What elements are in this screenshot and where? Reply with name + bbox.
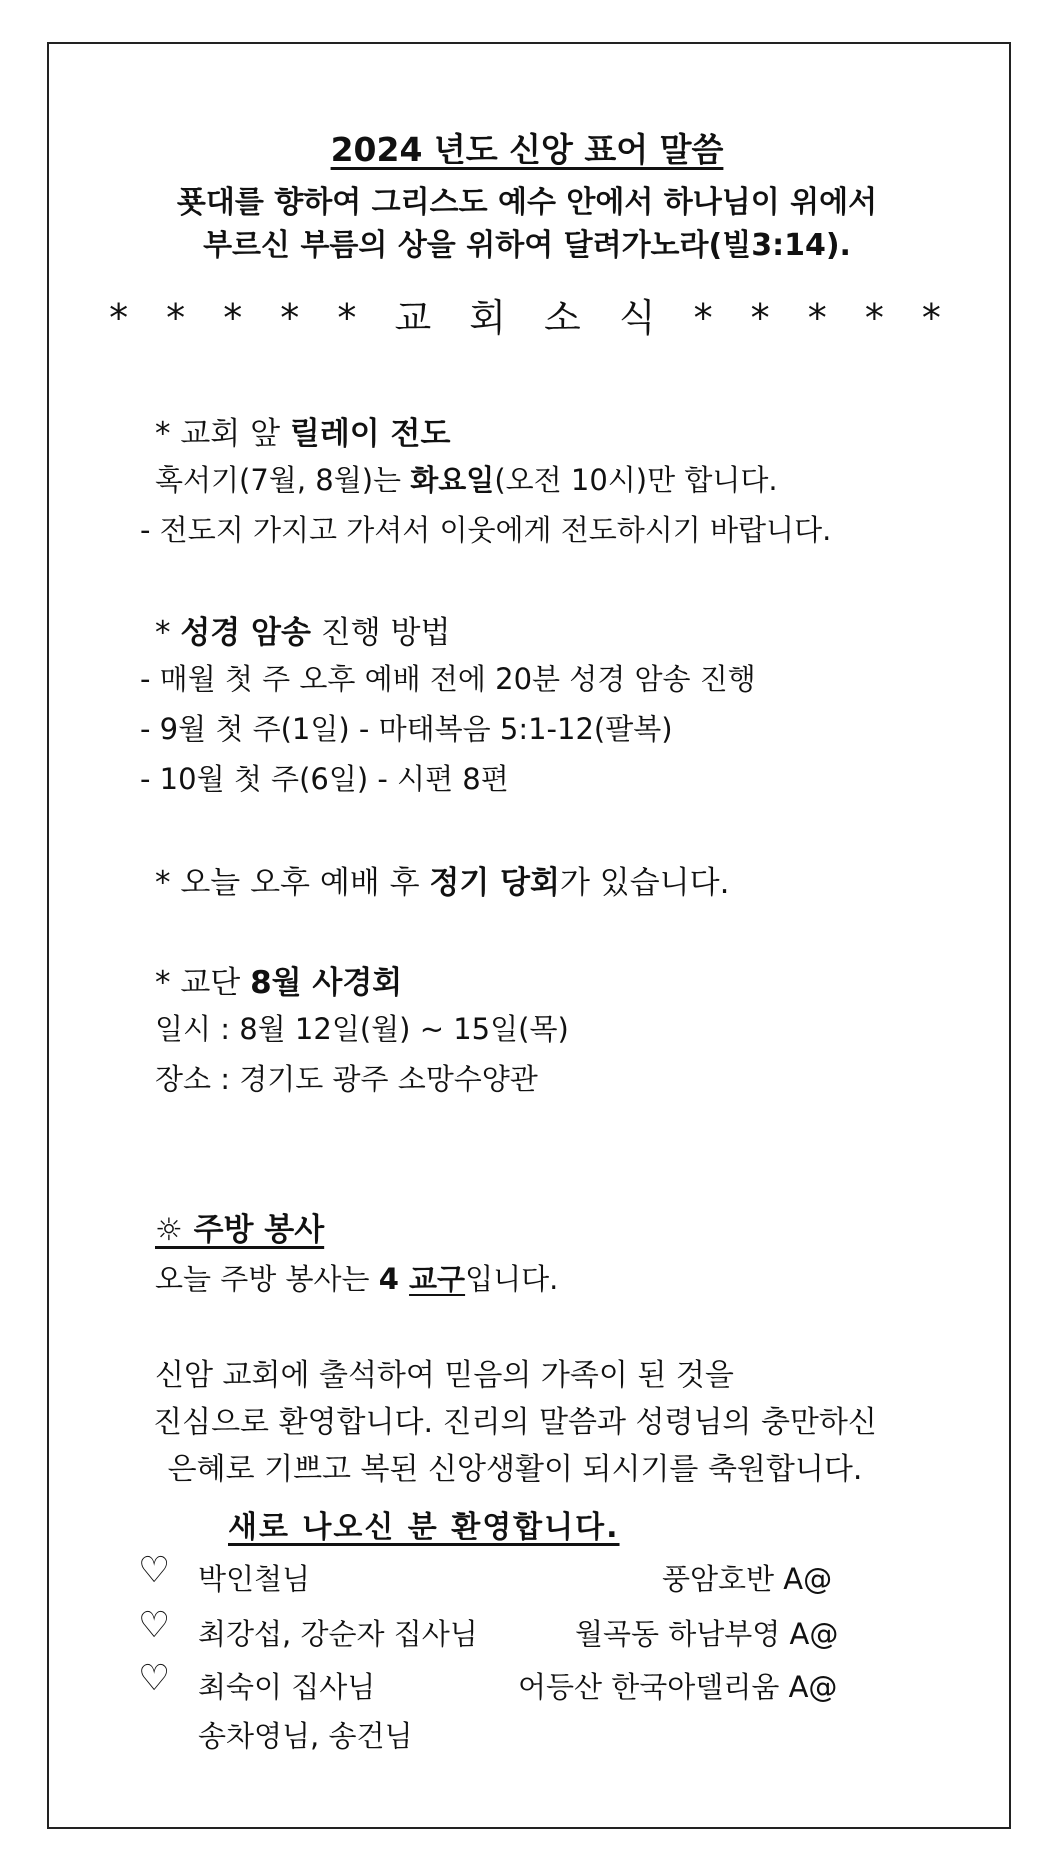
heart-icon: ♡	[138, 1605, 171, 1646]
relay-note-line: - 전도지 가지고 가셔서 이웃에게 전도하시기 바랍니다.	[140, 513, 832, 547]
newcomer-name: 최숙이 집사님	[198, 1670, 376, 1704]
bible-memorization-line: - 10월 첫 주(6일) - 시편 8편	[140, 762, 509, 796]
kitchen-service-heading: ☼ 주방 봉사	[155, 1212, 325, 1248]
welcome-message-line-1: 신암 교회에 출석하여 믿음의 가족이 된 것을	[155, 1358, 734, 1393]
year-motto-title: 2024 년도 신앙 표어 말씀	[330, 130, 724, 169]
motto-verse-line-2: 부르신 부름의 상을 위하여 달려가노라(빌3:14).	[203, 228, 851, 263]
motto-verse-line-1: 푯대를 향하여 그리스도 예수 안에서 하나님이 위에서	[176, 185, 878, 220]
conference-place: 장소 : 경기도 광주 소망수양관	[155, 1062, 538, 1096]
newcomer-family: 송차영님, 송건님	[198, 1719, 413, 1753]
conference-date: 일시 : 8월 12일(월) ~ 15일(목)	[155, 1012, 569, 1046]
welcome-message-line-2: 진심으로 환영합니다. 진리의 말씀과 성령님의 충만하신	[153, 1405, 877, 1440]
newcomer-name: 최강섭, 강순자 집사님	[198, 1617, 478, 1651]
bible-memorization-heading: * 성경 암송 진행 방법	[155, 615, 451, 651]
conference-heading: * 교단 8월 사경회	[155, 965, 403, 1001]
welcome-message-line-3: 은혜로 기쁘고 복된 신앙생활이 되시기를 축원합니다.	[167, 1452, 863, 1487]
bible-memorization-line: - 9월 첫 주(1일) - 마태복음 5:1-12(팔복)	[140, 712, 673, 746]
newcomer-address: 풍암호반 A@	[662, 1562, 833, 1596]
heart-icon: ♡	[138, 1550, 171, 1591]
newcomers-title: 새로 나오신 분 환영합니다.	[228, 1510, 620, 1545]
relay-evangelism-heading: * 교회 앞 릴레이 전도	[155, 416, 451, 452]
kitchen-service-line: 오늘 주방 봉사는 4 교구입니다.	[155, 1262, 559, 1296]
bible-memorization-line: - 매월 첫 주 오후 예배 전에 20분 성경 암송 진행	[140, 662, 756, 696]
relay-schedule-line: 혹서기(7월, 8월)는 화요일(오전 10시)만 합니다.	[155, 463, 778, 497]
newcomer-address: 월곡동 하남부영 A@	[575, 1617, 839, 1651]
newcomer-address: 어등산 한국아델리움 A@	[518, 1670, 838, 1704]
heart-icon: ♡	[138, 1658, 171, 1699]
newcomer-name: 박인철님	[198, 1562, 311, 1596]
church-news-header: * * * * * 교 회 소 식 * * * * *	[109, 296, 945, 340]
session-meeting-notice: * 오늘 오후 예배 후 정기 당회가 있습니다.	[155, 865, 730, 901]
